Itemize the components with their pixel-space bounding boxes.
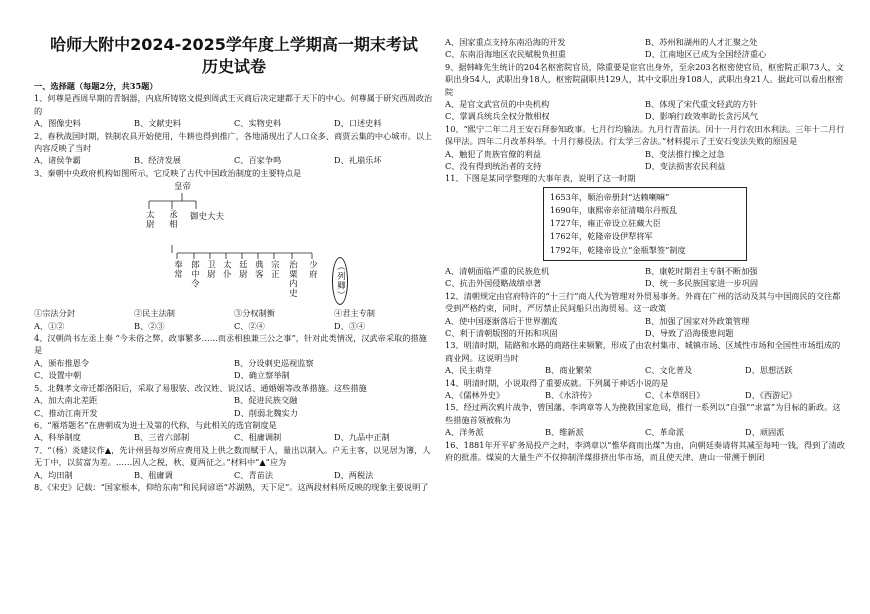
option-2: ②民主法制 xyxy=(134,308,175,319)
qin-government-diagram xyxy=(34,179,434,307)
option-a: A、国家重点支持东南沿海的开发 xyxy=(445,37,566,47)
option-c: C、没有得到统治者的支持 xyxy=(445,161,542,172)
option-a: A、加大南北差距 xyxy=(34,395,98,406)
option-a: A、使中国逐渐落后于世界潮流 xyxy=(445,315,558,326)
option-a: A、均田制 xyxy=(34,469,73,480)
option-d: D、《西游记》 xyxy=(745,389,797,400)
minister-node: 郎中令 xyxy=(189,260,200,289)
option-d: D、统一多民族国家进一步巩固 xyxy=(645,278,759,289)
question-10 xyxy=(445,123,845,173)
question-4 xyxy=(34,332,434,382)
question-stem: 12、清朝规定由官府特许的“十三行”商人代为管理对外贸易事务。外商在广州的活动及其与中国商民的交往都受到严格约束，同时，严厉禁止民间船只出海贸易。这一政策 xyxy=(445,290,841,314)
option-a: A、民主萌芽 xyxy=(445,365,492,376)
option-c: C、青苗法 xyxy=(234,469,274,480)
minister-node: 廷尉 xyxy=(237,260,248,280)
option-c: C、租庸调制 xyxy=(234,432,282,443)
option-d: D、影响行政效率助长贪污风气 xyxy=(645,111,759,122)
option-d: D、③④ xyxy=(334,320,366,331)
option-b: B、促进民族交融 xyxy=(234,395,298,406)
question-7 xyxy=(34,444,434,481)
option-c: C、掌调兵统兵全权分散相权 xyxy=(445,111,550,122)
option-d: D、顽固派 xyxy=(745,427,785,438)
question-stem: 1、何尊是西周早期的青铜器，内底所铸铭文提到周武王灭商后决定建都于天下的中心。何尊属于研究西周政治的 xyxy=(34,93,433,116)
option-b: B、体现了宋代重文轻武的方针 xyxy=(645,99,758,110)
option-c: C、推动江南开发 xyxy=(34,407,98,418)
question-stem: 6、“雁塔题名”在唐朝成为进士及第的代称，与此相关的选官制度是 xyxy=(34,419,277,430)
minister-node: 卫尉 xyxy=(205,260,216,280)
question-6 xyxy=(34,419,434,444)
option-c: C、百家争鸣 xyxy=(234,155,282,166)
question-stem: 15、经过两次鸦片战争，曾国藩、李鸿章等人为挽救国家危局，推行一系列以“自强”“求富”为目标的新政。这些措施首领被称为 xyxy=(445,402,841,425)
question-stem: 3、秦朝中央政府机构如图所示，它反映了古代中国政治制度的主要特点是 xyxy=(34,167,302,178)
option-c: C、抗击外国侵略战绩卓著 xyxy=(445,278,542,289)
timeline-entry: 1727年，雍正帝设立驻藏大臣 xyxy=(550,218,661,229)
minister-node: 宗正 xyxy=(269,260,280,280)
question-stem: 7、“（杨）炎建议作▲，先计州县每岁所应费用及上供之数而赋于人，量出以制入。户无主客，以见居为簿，人无丁中，以贫富为差。……因人之税，秋、夏两征之。”材料中“▲”应为 xyxy=(34,444,431,468)
timeline-entry: 1792年，乾隆帝设立“金瓶掣签”制度 xyxy=(550,244,686,255)
question-2 xyxy=(34,130,434,167)
question-stem: 11、下图是某同学整理的大事年表，说明了这一时期 xyxy=(445,173,636,184)
yushi-node: 御史大夫 xyxy=(190,212,225,223)
option-b: B、文献史料 xyxy=(134,118,181,129)
option-a: A、《儒林外史》 xyxy=(445,389,505,400)
option-d: D、礼崩乐坏 xyxy=(334,155,382,166)
option-d: D、削弱北魏实力 xyxy=(234,407,298,418)
question-13 xyxy=(445,339,845,376)
lieqing-node: （列卿） xyxy=(332,257,348,305)
exam-title: 哈师大附中2024-2025学年度上学期高一期末考试 xyxy=(50,35,418,54)
option-b: B、分设刺史巡视监察 xyxy=(234,357,314,368)
section-heading: 一、选择题（每题2分，共35题） xyxy=(34,81,158,91)
question-stem: 13、明清时期，陆路和水路的商路往来频繁，形成了由农村集市、城镇市场、区域性市场和全国性市场组成的商业网。这说明当时 xyxy=(445,340,841,363)
option-b: B、商业繁荣 xyxy=(545,365,592,376)
option-1: ①宗法分封 xyxy=(34,308,75,319)
diagram-lines xyxy=(34,179,434,307)
question-12 xyxy=(445,290,845,340)
question-3 xyxy=(34,167,434,332)
question-14 xyxy=(445,377,845,402)
option-d: D、思想活跃 xyxy=(745,365,793,376)
question-8-options xyxy=(445,36,845,61)
option-b: B、②③ xyxy=(134,320,165,331)
question-15 xyxy=(445,401,845,438)
option-d: D、确立察举制 xyxy=(234,370,290,381)
option-a: A、诸侯争霸 xyxy=(34,155,81,166)
question-5 xyxy=(34,382,434,419)
option-a: A、是官文武官员的中央机构 xyxy=(445,99,550,110)
timeline-entry: 1653年，顺治帝册封“达赖喇嘛” xyxy=(550,191,670,202)
option-3: ③分权制衡 xyxy=(234,308,275,319)
option-4: ④君主专制 xyxy=(334,308,375,319)
option-c: C、实物史料 xyxy=(234,118,282,129)
option-b: B、经济发展 xyxy=(134,155,181,166)
minister-node: 太仆 xyxy=(221,260,232,280)
option-b: B、租庸调 xyxy=(134,469,173,480)
question-9 xyxy=(445,61,845,123)
option-b: B、康乾时期君主专制不断加强 xyxy=(645,265,758,276)
question-16 xyxy=(445,439,845,464)
question-stem: 16、1881年开平矿务局投产之时，李鸿章以“惟华商而出煤”为由，向朝廷奏请将其减至每吨一钱，得到了清政府的批准。煤炭的大量生产不仅抑制洋煤排挤出华市场，而且使天津、唐山一带溯于倒闭 xyxy=(445,439,845,462)
minister-node: 奉常 xyxy=(172,260,183,280)
option-b: B、维新派 xyxy=(545,427,584,438)
minister-node: 治粟内史 xyxy=(287,260,298,299)
option-c: C、文化普及 xyxy=(645,365,693,376)
option-c: C、利于清朝版图的开拓和巩固 xyxy=(445,327,558,338)
option-d: D、两税法 xyxy=(334,469,374,480)
question-stem: 2、春秋战国时期，铁制农具开始使用，牛耕也得到推广，各地涌现出了人口众多、商贾云集的中心城市。以上内容反映了当时 xyxy=(34,130,433,154)
option-c: C、东南沿海地区农民赋税负担重 xyxy=(445,49,566,60)
question-stem: 8、《宋史》记载：“国家根本，仰给东南”和民间谚语“苏湖熟，天下足”。这两段材料所反映的现象主要说明了 xyxy=(34,481,429,492)
option-d: D、口述史料 xyxy=(334,118,382,129)
option-b: B、加强了国家对外政策管理 xyxy=(645,315,750,326)
question-stem: 10、“熙宁二年二月王安石拜参知政事。七月行均输法。九月行青苗法。闰十一月行农田水利法。三年十二月行保甲法。四年二月改革科举。十月行募役法。行太学三舍法。”材料提示了王安石变法失败的原因是 xyxy=(445,123,845,147)
timeline-entry: 1690年，康熙帝亲征清噶尔丹叛乱 xyxy=(550,205,678,216)
option-a: A、科举制度 xyxy=(34,432,81,443)
question-stem: 4、汉朝尚书左丞上奏 “今未俗之弊，政事繁多……而丞相独兼三公之事”，针对此类情况，汉武帝采取的措施是 xyxy=(34,333,427,356)
emperor-node: 皇帝 xyxy=(174,182,192,193)
option-b: B、苏州和湖州的人才汇聚之处 xyxy=(645,37,758,47)
option-a: A、图像史料 xyxy=(34,118,81,129)
timeline-box xyxy=(543,187,747,261)
left-column xyxy=(34,0,434,493)
option-c: C、革命派 xyxy=(645,427,685,438)
question-stem: 5、北魏孝文帝迁都洛阳后，采取了易服装、改汉姓、说汉话、通婚姻等改革措施。这些措施 xyxy=(34,382,367,393)
minister-node: 少府 xyxy=(307,260,318,280)
option-a: A、清朝面临严重的民族危机 xyxy=(445,265,550,276)
option-d: D、变法损害农民利益 xyxy=(645,161,726,172)
exam-subtitle: 历史试卷 xyxy=(201,57,266,76)
taiwei-node: 太尉 xyxy=(144,210,155,230)
timeline-entry: 1762年，乾隆帝设伊犁将军 xyxy=(550,231,653,242)
chengxiang-node: 丞相 xyxy=(167,210,178,230)
option-b: B、《水浒传》 xyxy=(545,389,597,400)
question-stem: 14、明清时期，小说取得了重要成就。下列属于神话小说的是 xyxy=(445,377,669,388)
option-a: A、洋务派 xyxy=(445,427,484,438)
option-c: C、设置中朝 xyxy=(34,370,82,381)
question-stem: 9、据韩峰先生统计的204名枢密院官员，除重要是宦官出身外，至余203名枢密使官员，枢密院正职73人，文职出身54人，武职出身18人，枢密院副职共129人，其中文职出身108人，武职出身21人。据此可以看出枢密院 xyxy=(445,61,844,97)
question-1 xyxy=(34,92,434,129)
option-c: C、《本草纲目》 xyxy=(645,389,705,400)
question-11 xyxy=(445,172,845,289)
option-a: A、①② xyxy=(34,320,65,331)
option-d: D、江南地区已成为全国经济重心 xyxy=(645,49,767,60)
option-a: A、颁布推恩令 xyxy=(34,357,90,368)
question-8 xyxy=(34,481,434,493)
right-column xyxy=(445,36,845,463)
option-a: A、触犯了贵族官僚的利益 xyxy=(445,148,541,159)
option-b: B、三省六部制 xyxy=(134,432,190,443)
option-d: D、九品中正制 xyxy=(334,432,390,443)
option-c: C、②④ xyxy=(234,320,265,331)
option-b: B、变法推行操之过急 xyxy=(645,148,725,159)
option-d: D、导致了沿海倭患问题 xyxy=(645,327,734,338)
minister-node: 典客 xyxy=(253,260,264,280)
